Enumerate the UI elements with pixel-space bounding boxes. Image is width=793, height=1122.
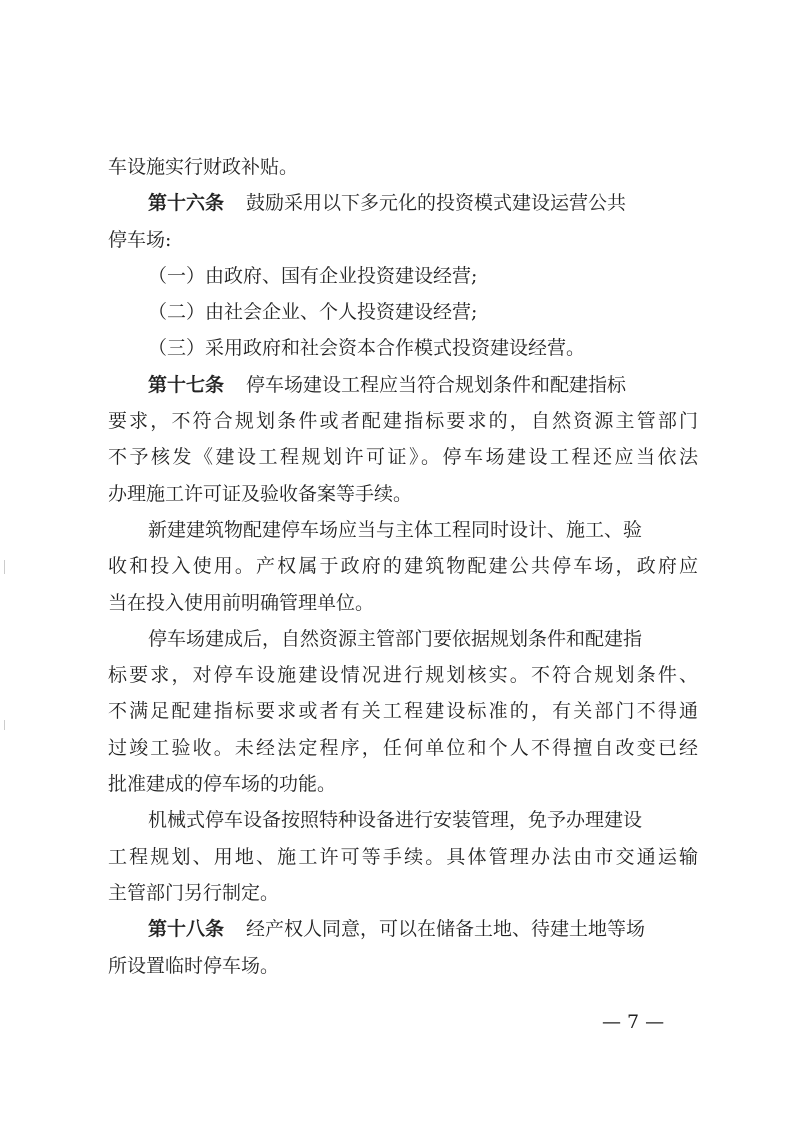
scan-speck bbox=[4, 720, 5, 730]
text-line: 停车场: bbox=[108, 228, 172, 251]
article-16-line-1 bbox=[108, 185, 698, 221]
text-line: 过竣工验收。未经法定程序，任何单位和个人不得擅自改变已经 bbox=[108, 736, 698, 759]
text-line: 不满足配建指标要求或者有关工程建设标准的，有关部门不得通 bbox=[108, 700, 698, 723]
list-item-2: （二）由社会企业、个人投资建设经营; bbox=[148, 301, 478, 324]
text-line: 当在投入使用前明确管理单位。 bbox=[108, 591, 375, 614]
list-item-3: （三）采用政府和社会资本合作模式投资建设经营。 bbox=[148, 337, 586, 360]
text-line: 车设施实行财政补贴。 bbox=[108, 156, 299, 178]
text-line: 不予核发《建设工程规划许可证》。停车场建设工程还应当依法 bbox=[108, 446, 698, 469]
text-line: 收和投入使用。产权属于政府的建筑物配建公共停车场，政府应 bbox=[108, 555, 698, 578]
text-line: 办理施工许可证及验收备案等手续。 bbox=[108, 482, 413, 505]
article-18-line-1 bbox=[108, 911, 698, 947]
text-line: 工程规划、用地、施工许可等手续。具体管理办法由市交通运输 bbox=[108, 845, 698, 868]
text-line: 要求，不符合规划条件或者配建指标要求的，自然资源主管部门 bbox=[108, 410, 698, 433]
text-line: 停车场建设工程应当符合规划条件和配建指标 bbox=[246, 373, 627, 396]
page-number: — 7 — bbox=[602, 1011, 665, 1033]
article-17-heading: 第十七条 bbox=[148, 373, 225, 396]
text-line: 主管部门另行制定。 bbox=[108, 881, 280, 904]
text-line: 批准建成的停车场的功能。 bbox=[108, 773, 337, 796]
text-line: 经产权人同意，可以在储备土地、待建土地等场 bbox=[246, 918, 646, 941]
text-line: 鼓励采用以下多元化的投资模式建设运营公共 bbox=[246, 192, 627, 215]
body-text bbox=[108, 149, 698, 984]
text-line: 停车场建成后，自然资源主管部门要依据规划条件和配建指 bbox=[148, 627, 643, 650]
list-item-1: （一）由政府、国有企业投资建设经营; bbox=[148, 264, 478, 287]
scan-speck bbox=[4, 560, 5, 574]
article-17-line-1 bbox=[108, 367, 698, 403]
article-18-heading: 第十八条 bbox=[148, 918, 225, 941]
text-line: 标要求，对停车设施建设情况进行规划核实。不符合规划条件、 bbox=[108, 664, 698, 687]
text-line: 所设置临时停车场。 bbox=[108, 954, 280, 977]
article-16-heading: 第十六条 bbox=[148, 192, 225, 215]
text-line: 机械式停车设备按照特种设备进行安装管理，免予办理建设 bbox=[148, 809, 643, 832]
text-line: 新建建筑物配建停车场应当与主体工程同时设计、施工、验 bbox=[148, 518, 643, 541]
